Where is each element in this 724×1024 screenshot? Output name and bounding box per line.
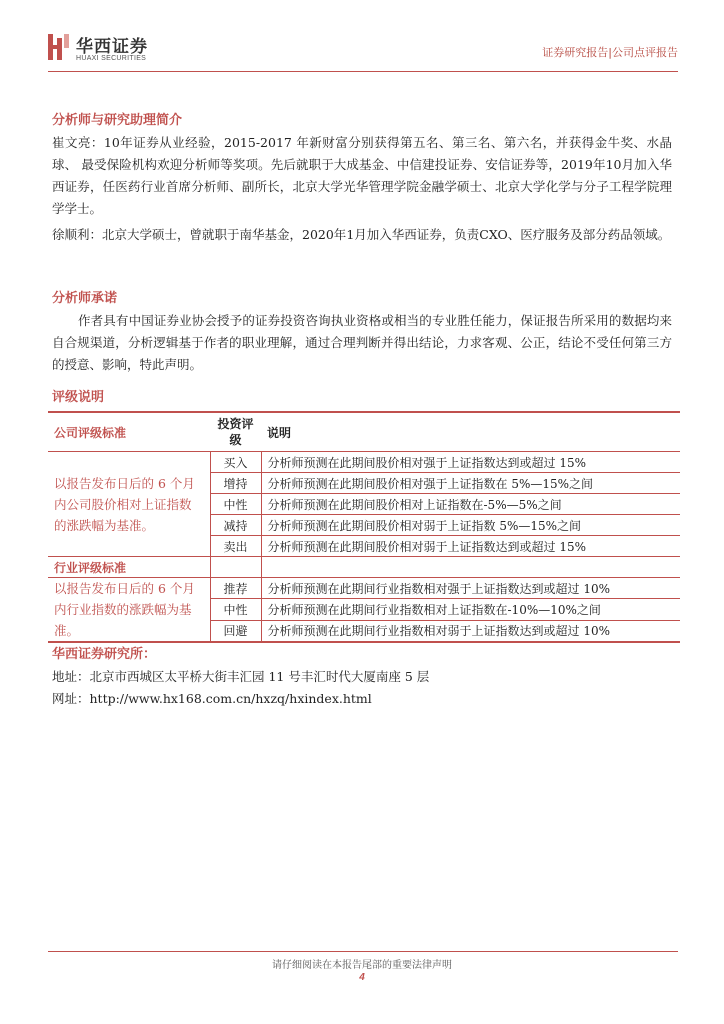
page-number: 4 [359,972,365,983]
description-column-header: 说明 [261,412,680,452]
company-rating-header: 公司评级标准 [48,412,210,452]
institute-address: 地址：北京市西城区太平桥大街丰汇园 11 号丰汇时代大厦南座 5 层 [52,669,430,684]
institute-title: 华西证券研究所： [52,647,157,662]
description-cell: 分析师预测在此期间行业指数相对上证指数在-10%—10%之间 [261,599,680,620]
header-divider [48,71,678,72]
industry-header-row [48,557,680,578]
rating-cell: 卖出 [210,536,261,557]
description-cell: 分析师预测在此期间股价相对上证指数在-5%—5%之间 [261,494,680,515]
description-cell: 分析师预测在此期间行业指数相对弱于上证指数达到或超过 10% [261,620,680,642]
rating-cell: 中性 [210,599,261,620]
analyst-xu-bio: 徐顺利：北京大学硕士，曾就职于南华基金，2020年1月加入华西证券，负责CXO、医疗服务及部分药品领域。 [52,227,671,242]
commitment-title: 分析师承诺 [52,291,118,306]
rating-cell: 中性 [210,494,261,515]
rating-cell: 增持 [210,473,261,494]
description-cell: 分析师预测在此期间股价相对弱于上证指数达到或超过 15% [261,536,680,557]
page-header [48,24,678,74]
analyst-intro-title: 分析师与研究助理简介 [52,113,183,128]
rating-table-header [48,412,680,452]
description-cell: 分析师预测在此期间股价相对弱于上证指数 5%—15%之间 [261,515,680,536]
analyst-cui-bio: 崔文亮：10年证券从业经验，2015-2017 年新财富分别获得第五名、第三名、第六名，并获得金牛奖、水晶球、 最受保险机构欢迎分析师等奖项。先后就职于大成基金、中信建投证券、安信证券等，2019年10月加入华西证券，任医药行业首席分析师、副所长，北京大学光华管理学院金融学硕士、北京大学化学与分子工程学院理学学士。 [52,135,672,216]
legal-notice: 请仔细阅读在本报告尾部的重要法律声明 [272,960,452,971]
rating-cell: 减持 [210,515,261,536]
description-cell: 分析师预测在此期间行业指数相对强于上证指数达到或超过 10% [261,578,680,599]
huaxi-logo-icon [48,34,70,60]
rating-title: 评级说明 [52,390,105,405]
description-cell: 分析师预测在此期间股价相对强于上证指数在 5%—15%之间 [261,473,680,494]
table-row [48,452,680,473]
table-row [48,578,680,599]
description-cell: 分析师预测在此期间股价相对强于上证指数达到或超过 15% [261,452,680,473]
company-basis-text: 以报告发布日后的 6 个月内公司股价相对上证指数的涨跌幅为基准。 [48,452,210,557]
rating-cell: 推荐 [210,578,261,599]
commitment-body: 作者具有中国证券业协会授予的证券投资咨询执业资格或相当的专业胜任能力，保证报告所采用的数据均来自合规渠道，分析逻辑基于作者的职业理解，通过合理判断并得出结论，力求客观、公正，结论不受任何第三方的授意、影响，特此声明。 [52,313,672,372]
rating-column-header: 投资评级 [217,417,254,447]
logo-english-name: HUAXI SECURITIES [76,55,147,62]
industry-rating-header: 行业评级标准 [48,557,210,578]
industry-basis-text: 以报告发布日后的 6 个月内行业指数的涨跌幅为基准。 [48,578,210,643]
footer-divider [48,951,678,952]
report-type-label: 证券研究报告|公司点评报告 [542,46,678,59]
rating-cell: 买入 [210,452,261,473]
rating-table [48,411,680,643]
rating-cell: 回避 [210,620,261,642]
logo-chinese-name: 华西证券 [76,37,148,57]
institute-website[interactable]: 网址：http://www.hx168.com.cn/hxzq/hxindex.html [52,691,372,706]
